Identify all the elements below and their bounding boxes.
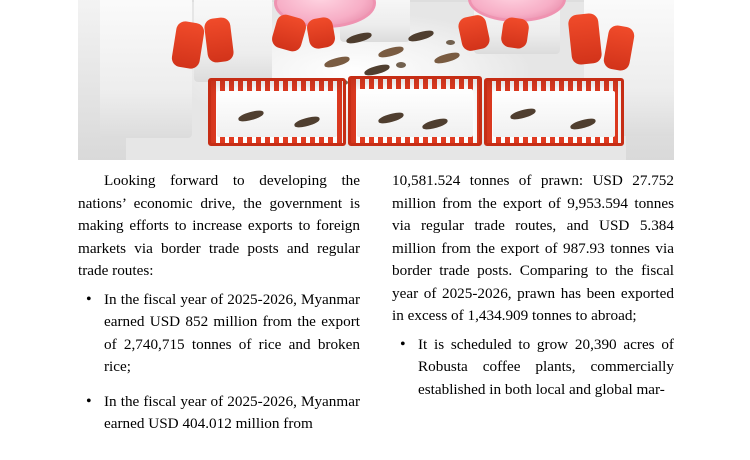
left-column	[78, 170, 360, 460]
left-intro-paragraph: Looking forward to developing the nations’ economic drive, the government is making efforts to increase exports to foreign markets via border trade posts and regular trade routes:	[78, 172, 360, 279]
red-glove	[567, 13, 602, 66]
right-continued-paragraph: 10,581.524 tonnes of prawn: USD 27.752 million from the export of 9,953.594 tonnes via regular trade routes, and USD 5.384 million from the export of 987.93 tonnes via border trade posts. Comparing to the fiscal year of 2025-2026, prawn has been exported in excess of 1,434.909 tonnes to abroad;	[392, 172, 674, 324]
article-photo	[78, 0, 674, 160]
list-item: • In the fiscal year of 2025-2026, Myanmar earned USD 852 million from the export of 2,740,715 tonnes of rice and broken rice;	[78, 289, 360, 379]
red-glove	[500, 16, 530, 49]
red-basket	[208, 78, 346, 146]
ice-speck	[396, 62, 406, 68]
ice-speck	[446, 40, 455, 45]
worker-apron	[100, 0, 192, 138]
red-glove	[203, 17, 234, 64]
basket-ice	[357, 89, 473, 137]
left-bullet-list	[78, 289, 360, 436]
right-bullet-list	[392, 334, 674, 402]
red-glove	[306, 16, 337, 50]
list-item: • It is scheduled to grow 20,390 acres of Robusta coffee plants, commercially established in both local and global mar-	[392, 334, 674, 402]
red-basket	[348, 76, 482, 146]
list-item: • In the fiscal year of 2025-2026, Myanmar earned USD 404.012 million from	[78, 391, 360, 436]
basket-ice	[217, 91, 337, 137]
article-body	[78, 170, 674, 460]
red-basket	[484, 78, 624, 146]
photo-canvas	[78, 0, 674, 160]
right-column	[392, 170, 674, 460]
